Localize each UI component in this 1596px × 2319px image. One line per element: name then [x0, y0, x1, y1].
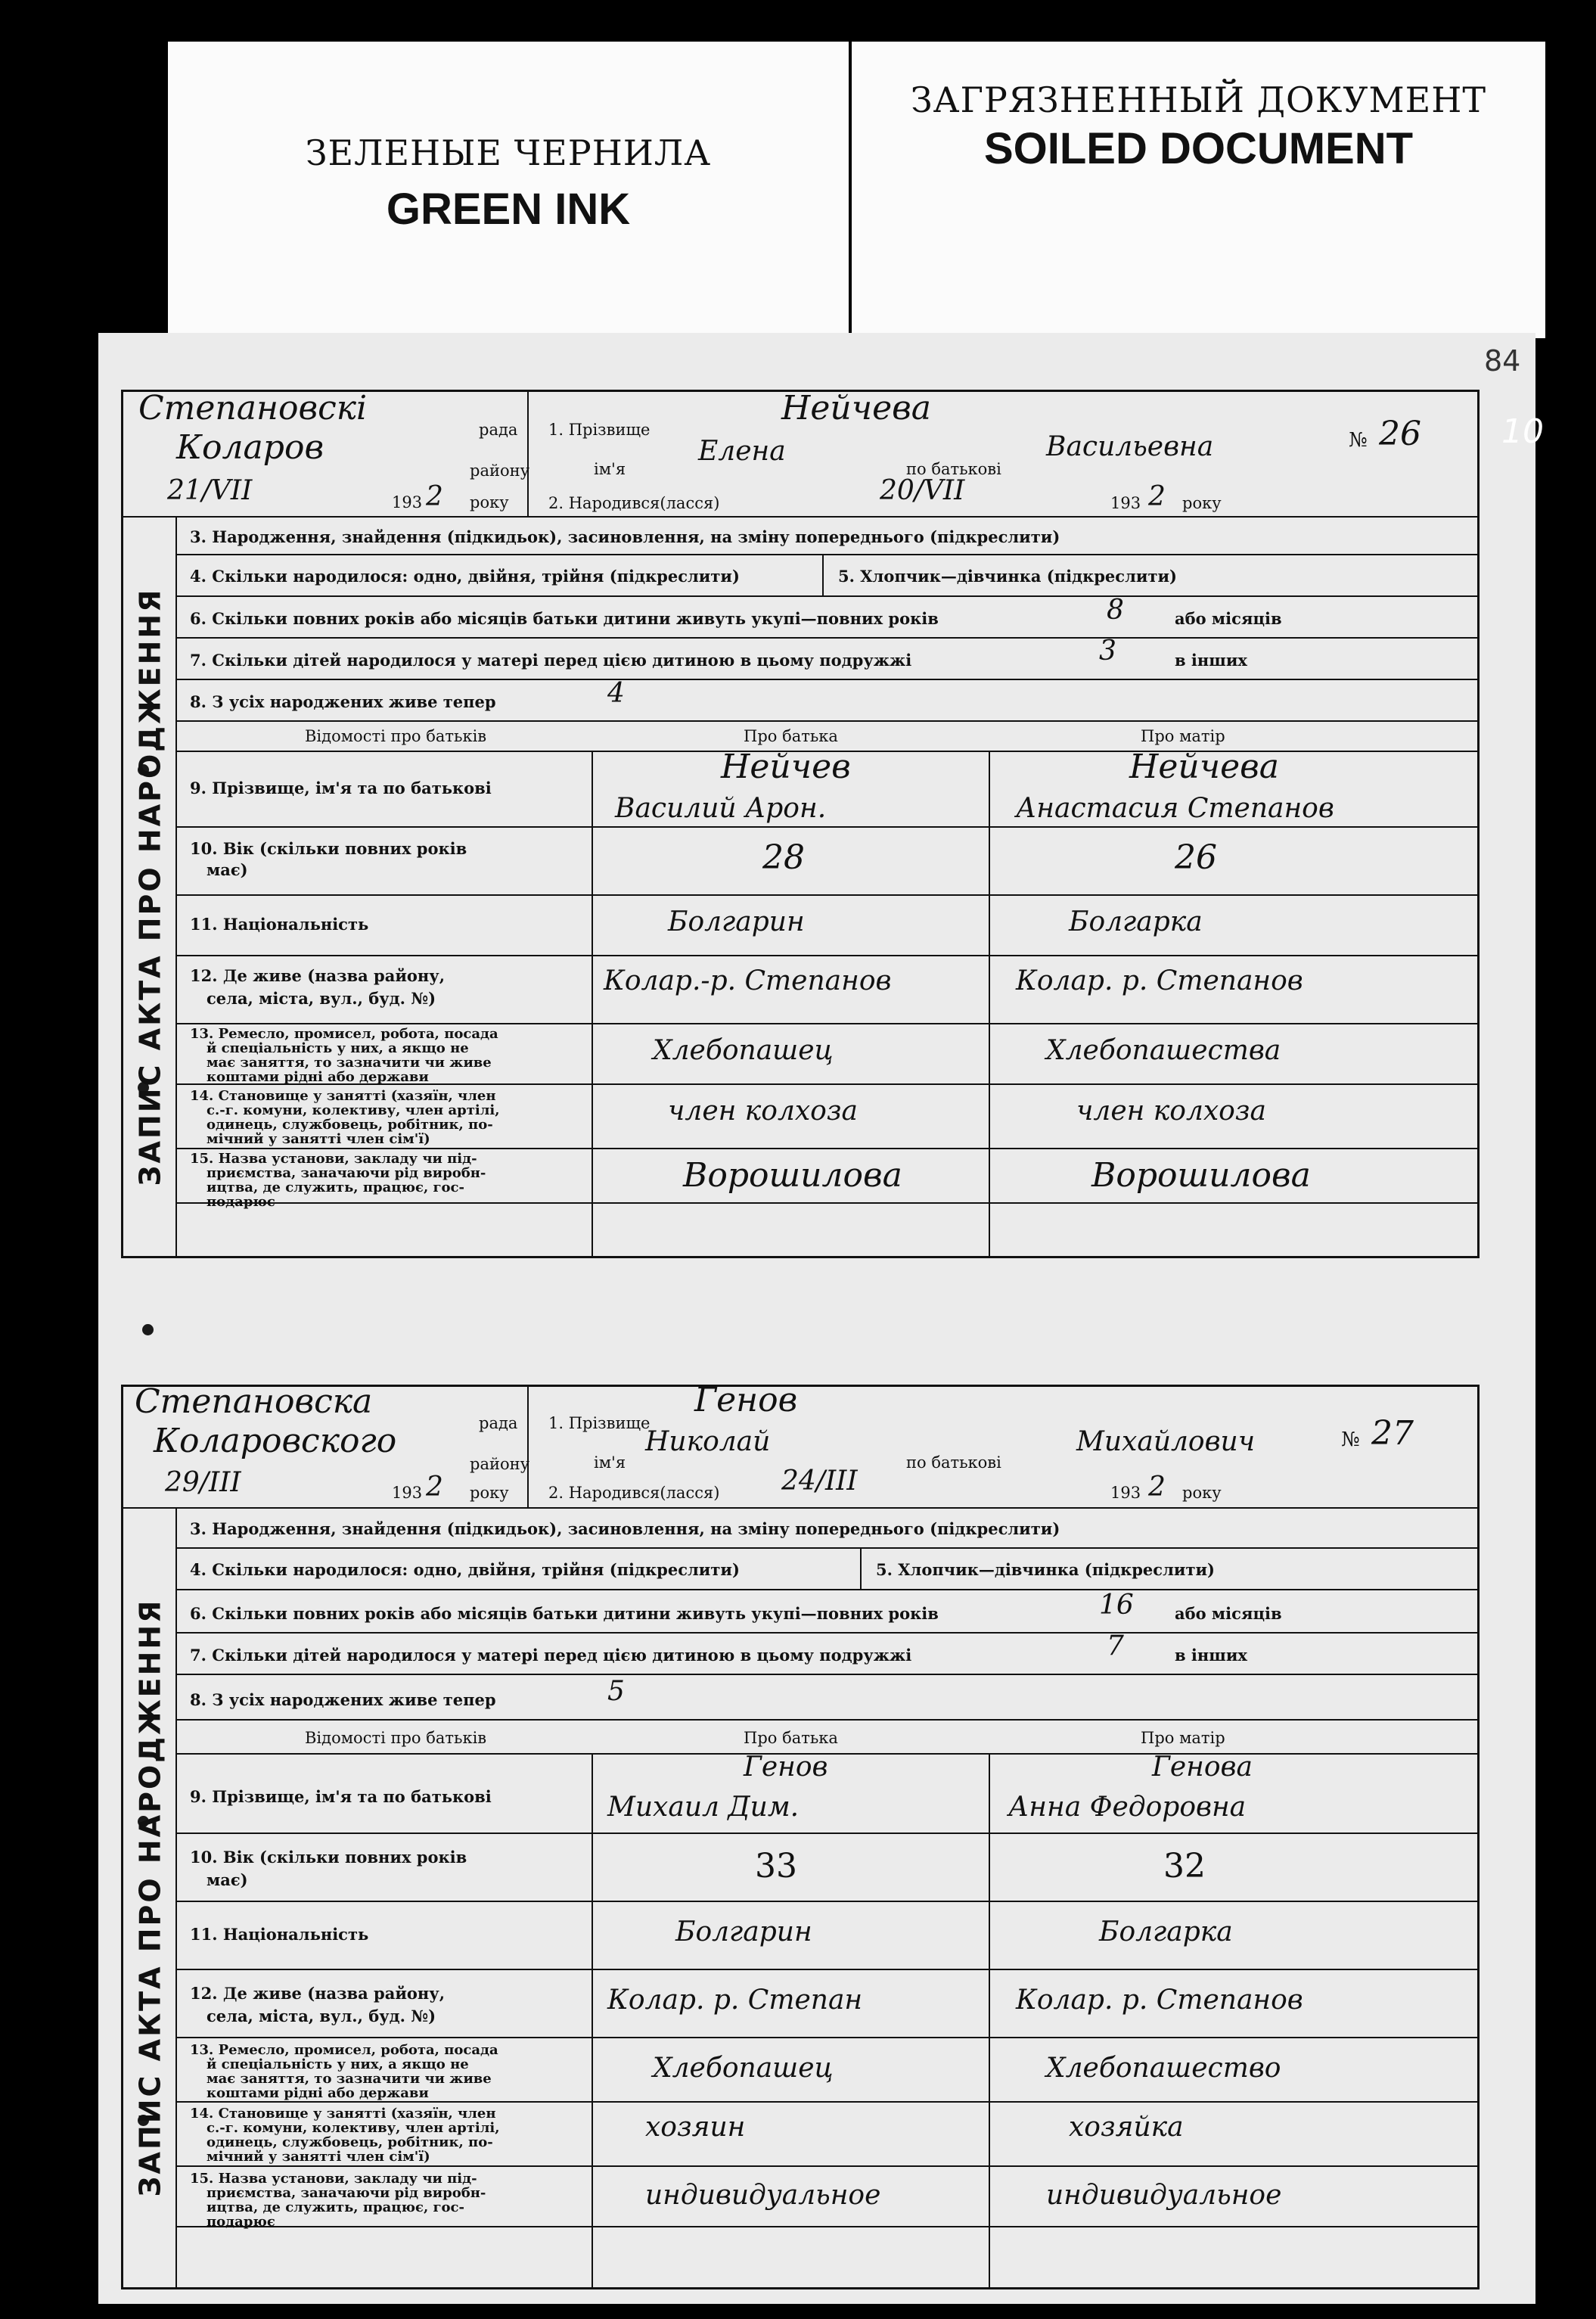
q6-label: 6. Скільки повних років або місяців батьки дитини живуть укупі—повних років: [190, 1604, 939, 1623]
father-header: Про батька: [744, 727, 838, 745]
q6-label: 6. Скільки повних років або місяців батьки дитини живуть укупі—повних років: [190, 609, 939, 628]
mother-age: 26: [1175, 838, 1217, 877]
patronymic-value: Михайлович: [1076, 1426, 1256, 1457]
father-occupation: Хлебопашец: [653, 1035, 834, 1066]
side-title: ЗАПИС АКТА ПРО НАРОДЖЕННЯ: [133, 587, 166, 1186]
q15-label-c: ицтва, де служить, працює, гос-: [206, 2199, 464, 2215]
rayon-label: району: [470, 462, 529, 480]
soiled-document-label-en: SOILED DOCUMENT: [983, 124, 1414, 173]
surname-label: 1. Прізвище: [548, 421, 651, 439]
born-date-value: 24/III: [781, 1466, 858, 1497]
q14-label-d: мічний у занятті член сім'ї): [206, 2149, 430, 2165]
years-together-value: 8: [1107, 595, 1124, 626]
punch-hole: [142, 1324, 154, 1335]
born-label: 2. Народився(ласся): [548, 494, 720, 512]
q13-label-d: коштами рідні або держави: [206, 2085, 429, 2101]
q5-label: 5. Хлопчик—дівчинка (підкреслити): [838, 567, 1177, 586]
q11-label: 11. Національність: [190, 915, 369, 934]
born-label: 2. Народився(ласся): [548, 1484, 720, 1502]
born-year-digit: 2: [1148, 481, 1166, 512]
mother-occupation: Хлебопашества: [1046, 1035, 1281, 1066]
mother-names: Анна Федоровна: [1008, 1792, 1247, 1823]
q15-label-b: приємства, заначаючи рід виробн-: [206, 2185, 486, 2201]
q13-label-b: й спеціальність у них, а якщо не: [206, 2056, 469, 2072]
q9-label: 9. Прізвище, ім'я та по батькові: [190, 1787, 492, 1806]
q12-label-a: 12. Де живе (назва району,: [190, 966, 446, 985]
registration-year-digit: 2: [426, 1472, 443, 1503]
q12-label-b: села, міста, вул., буд. №): [206, 989, 436, 1008]
mother-header: Про матір: [1141, 1729, 1225, 1747]
q14-label-a: 14. Становище у занятті (хазяїн, член: [190, 1088, 496, 1104]
rayon-handwritten: Коларов: [176, 428, 324, 467]
q14-label-a: 14. Становище у занятті (хазяїн, член: [190, 2106, 496, 2122]
q14-label-d: мічний у занятті член сім'ї): [206, 1131, 430, 1147]
father-workplace: Ворошилова: [683, 1156, 902, 1195]
mother-status: член колхоза: [1076, 1096, 1266, 1127]
children-before-value: 3: [1099, 636, 1116, 667]
q13-label-a: 13. Ремесло, промисел, робота, посада: [190, 1026, 498, 1042]
born-year-prefix: 193: [1110, 494, 1141, 512]
registration-date: 29/III: [165, 1467, 241, 1498]
year-suffix-label: року: [470, 493, 509, 511]
father-nationality: Болгарин: [668, 906, 805, 937]
q13-label-b: й спеціальність у них, а якщо не: [206, 1040, 469, 1056]
year-prefix: 193: [392, 1484, 423, 1502]
first-name-label: ім'я: [594, 1453, 626, 1472]
registration-year-digit: 2: [426, 481, 443, 512]
father-surname: Генов: [744, 1752, 828, 1783]
q13-label-c: має заняття, то зазначити чи живе: [206, 1055, 492, 1071]
q15-label-a: 15. Назва установи, закладу чи під-: [190, 2171, 477, 2187]
year-prefix: 193: [392, 493, 423, 511]
father-nationality: Болгарин: [675, 1916, 812, 1948]
father-surname: Нейчев: [721, 748, 851, 786]
q14-label-c: одинець, службовець, робітник, по-: [206, 1117, 493, 1133]
q14-label-b: с.-г. комуни, колективу, член артілі,: [206, 2120, 500, 2136]
mother-surname: Генова: [1152, 1752, 1253, 1783]
born-year-suffix: року: [1182, 1484, 1222, 1502]
father-names: Василий Арон.: [615, 793, 827, 824]
q10-label-b: має): [206, 860, 248, 879]
father-names: Михаил Дим.: [607, 1792, 800, 1823]
father-status: член колхоза: [668, 1096, 858, 1127]
q15-label-d: подарює: [206, 1194, 275, 1210]
mother-workplace: Ворошилова: [1091, 1156, 1311, 1195]
born-year-digit: 2: [1148, 1472, 1166, 1503]
soiled-document-label-card: [852, 42, 1545, 338]
mother-occupation: Хлебопашество: [1046, 2053, 1281, 2084]
surname-value: Генов: [694, 1381, 798, 1419]
mother-address: Колар. р. Степанов: [1016, 1985, 1303, 2016]
page-number-top: 84: [1484, 344, 1521, 378]
side-title: ЗАПИС АКТА ПРО НАРОДЖЕННЯ: [133, 1598, 166, 2197]
surname-value: Нейчева: [781, 389, 931, 427]
q3-label: 3. Народження, знайдення (підкидьок), засиновлення, на зміну попереднього (підкреслити): [190, 527, 1060, 546]
q9-label: 9. Прізвище, ім'я та по батькові: [190, 779, 492, 797]
rada-handwritten: Степановска: [135, 1382, 373, 1421]
years-together-value: 16: [1099, 1590, 1134, 1621]
mother-nationality: Болгарка: [1099, 1916, 1233, 1948]
father-address: Колар. р. Степан: [607, 1985, 863, 2016]
first-name-label: ім'я: [594, 460, 626, 478]
born-year-suffix: року: [1182, 494, 1222, 512]
q15-label-d: подарює: [206, 2214, 275, 2230]
record-number: 26: [1379, 415, 1421, 453]
born-date-value: 20/VII: [880, 475, 965, 506]
mother-workplace: индивидуальное: [1046, 2180, 1282, 2211]
father-occupation: Хлебопашец: [653, 2053, 834, 2084]
rayon-label: району: [470, 1455, 529, 1473]
q3-label: 3. Народження, знайдення (підкидьок), засиновлення, на зміну попереднього (підкреслити): [190, 1519, 1060, 1538]
q10-label-b: має): [206, 1870, 248, 1889]
record-number-sign: №: [1349, 429, 1368, 452]
patronymic-label: по батькові: [906, 460, 1001, 478]
green-ink-label-en: GREEN INK: [386, 185, 631, 234]
q6-months-label: або місяців: [1175, 1604, 1282, 1623]
q5-label: 5. Хлопчик—дівчинка (підкреслити): [876, 1560, 1215, 1579]
q7-other-label: в інших: [1175, 1646, 1247, 1665]
year-suffix-label: року: [470, 1484, 509, 1502]
soiled-document-label-ru: ЗАГРЯЗНЕННЫЙ ДОКУМЕНТ: [910, 79, 1487, 120]
rada-label: рада: [479, 1414, 518, 1432]
rayon-handwritten: Коларовского: [154, 1422, 397, 1460]
parents-header: Відомості про батьків: [305, 1729, 487, 1747]
q11-label: 11. Національність: [190, 1925, 369, 1944]
rada-label: рада: [479, 421, 518, 439]
q15-label-c: ицтва, де служить, працює, гос-: [206, 1180, 464, 1195]
birth-record-form-1: [121, 390, 1480, 1258]
green-ink-label-ru: ЗЕЛЕНЫЕ ЧЕРНИЛА: [305, 132, 712, 173]
father-workplace: индивидуальное: [645, 2180, 881, 2211]
first-name-value: Елена: [698, 436, 786, 467]
q14-label-c: одинець, службовець, робітник, по-: [206, 2134, 493, 2150]
mother-nationality: Болгарка: [1069, 906, 1203, 937]
father-age: 33: [755, 1847, 797, 1885]
q15-label-a: 15. Назва установи, закладу чи під-: [190, 1151, 477, 1167]
born-year-prefix: 193: [1110, 1484, 1141, 1502]
father-age: 28: [762, 838, 805, 877]
mother-age: 32: [1163, 1847, 1206, 1885]
father-header: Про батька: [744, 1729, 838, 1747]
birth-record-form-2: [121, 1381, 1480, 2289]
parents-header: Відомості про батьків: [305, 727, 487, 745]
q7-other-label: в інших: [1175, 651, 1247, 670]
surname-label: 1. Прізвище: [548, 1414, 651, 1432]
q12-label-b: села, міста, вул., буд. №): [206, 2007, 436, 2025]
mother-surname: Нейчева: [1129, 748, 1279, 786]
mother-names: Анастасия Степанов: [1016, 793, 1334, 824]
q13-label-d: коштами рідні або держави: [206, 1069, 429, 1085]
q13-label-a: 13. Ремесло, промисел, робота, посада: [190, 2042, 498, 2058]
alive-value: 5: [607, 1676, 625, 1707]
q15-label-b: приємства, заначаючи рід виробн-: [206, 1165, 486, 1181]
father-address: Колар.-р. Степанов: [604, 965, 892, 996]
q10-label-a: 10. Вік (скільки повних років: [190, 839, 467, 858]
q14-label-b: с.-г. комуни, колективу, член артілі,: [206, 1102, 500, 1118]
q13-label-c: має заняття, то зазначити чи живе: [206, 2071, 492, 2087]
q10-label-a: 10. Вік (скільки повних років: [190, 1848, 467, 1867]
father-status: хозяин: [645, 2112, 746, 2143]
patronymic-value: Васильевна: [1046, 431, 1214, 462]
page-number-side: 10: [1501, 412, 1544, 451]
q12-label-a: 12. Де живе (назва району,: [190, 1984, 446, 2003]
q4-label: 4. Скільки народилося: одно, двійня, трійня (підкреслити): [190, 1560, 740, 1579]
children-before-value: 7: [1107, 1630, 1124, 1662]
q8-label: 8. З усіх народжених живе тепер: [190, 692, 496, 711]
mother-header: Про матір: [1141, 727, 1225, 745]
record-number-sign: №: [1341, 1428, 1360, 1451]
alive-value: 4: [607, 678, 625, 709]
q7-label: 7. Скільки дітей народилося у матері перед цією дитиною в цьому подружжі: [190, 1646, 912, 1665]
patronymic-label: по батькові: [906, 1453, 1001, 1472]
mother-status: хозяйка: [1069, 2112, 1184, 2143]
first-name-value: Николай: [645, 1426, 771, 1457]
green-ink-label-card: [168, 42, 849, 338]
mother-address: Колар. р. Степанов: [1016, 965, 1303, 996]
record-number: 27: [1371, 1414, 1414, 1453]
q8-label: 8. З усіх народжених живе тепер: [190, 1690, 496, 1709]
registration-date: 21/VII: [167, 475, 253, 506]
rada-handwritten: Степановскі: [138, 389, 368, 427]
q6-months-label: або місяців: [1175, 609, 1282, 628]
q7-label: 7. Скільки дітей народилося у матері перед цією дитиною в цьому подружжі: [190, 651, 912, 670]
q4-label: 4. Скільки народилося: одно, двійня, трійня (підкреслити): [190, 567, 740, 586]
